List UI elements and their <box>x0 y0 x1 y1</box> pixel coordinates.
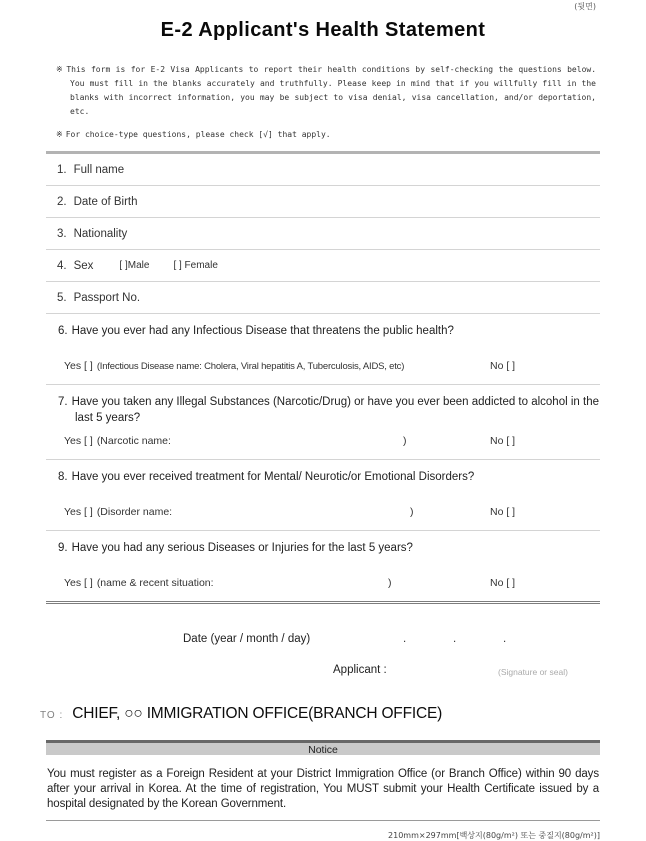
answer-detail: (Narcotic name: <box>96 435 171 447</box>
yes-row <box>64 506 172 518</box>
sex-options <box>119 260 217 271</box>
close-paren: ) <box>410 506 414 518</box>
notes-section <box>56 63 596 142</box>
question-text <box>46 323 600 339</box>
no-checkbox[interactable]: No [ ] <box>490 577 516 589</box>
addressee-row <box>40 705 600 723</box>
question-body: Have you ever had any Infectious Disease that threatens the public health? <box>71 325 454 337</box>
notice-body: You must register as a Foreign Resident at your District Immigration Office (or Branch Office) within 90 days after your arrival in Korea. At the time of registration, You MUST submit your Health Certificate issued by a hospital designated by the Korean Government. <box>47 768 599 810</box>
question-body: Have you had any serious Diseases or Injuries for the last 5 years? <box>71 542 413 554</box>
date-row <box>46 633 600 649</box>
note-text: For choice-type questions, please check [√] that apply. <box>65 130 331 139</box>
applicant-label: Applicant : <box>333 664 387 676</box>
answer-detail: (Infectious Disease name: Cholera, Viral hepatitis A, Tuberculosis, AIDS, etc) <box>96 361 405 372</box>
yes-checkbox[interactable]: Yes [ ] <box>64 435 93 447</box>
nationality-input[interactable] <box>127 218 600 249</box>
question-7-answer-row <box>46 435 600 449</box>
date-label: Date (year / month / day) <box>183 633 311 645</box>
close-paren: ) <box>388 577 392 589</box>
question-6-infectious-disease <box>46 314 600 385</box>
note-2 <box>56 128 596 142</box>
date-day-input[interactable] <box>461 631 499 649</box>
close-paren: ) <box>403 435 407 447</box>
field-row-passport-no <box>46 282 600 314</box>
addressee-office: CHIEF, ○○ IMMIGRATION OFFICE(BRANCH OFFICE) <box>72 705 443 722</box>
applicant-row <box>46 664 600 680</box>
page-title: E-2 Applicant's Health Statement <box>160 19 486 41</box>
field-number: 1. <box>57 163 67 176</box>
question-body: Have you taken any Illegal Substances (Narcotic/Drug) or have you ever been addicted to alcohol in the last 5 years? <box>71 396 599 424</box>
narcotic-name-input[interactable] <box>251 433 399 449</box>
question-9-serious-diseases <box>46 531 600 601</box>
signature-hint: (Signature or seal) <box>498 667 568 677</box>
corner-label: (뒷면) <box>574 2 596 11</box>
field-label: Nationality <box>73 227 128 240</box>
disorder-name-input[interactable] <box>246 504 406 520</box>
question-text <box>46 469 600 485</box>
field-number: 4. <box>57 259 67 272</box>
field-number: 5. <box>57 291 67 304</box>
note-1 <box>56 63 596 119</box>
yes-row <box>64 577 214 589</box>
full-name-input[interactable] <box>124 154 600 185</box>
applicant-signature-input[interactable] <box>404 662 492 680</box>
field-number: 2. <box>57 195 67 208</box>
no-checkbox[interactable]: No [ ] <box>490 360 516 372</box>
date-dot: . <box>503 633 507 645</box>
field-number: 3. <box>57 227 67 240</box>
question-7-illegal-substances <box>46 385 600 460</box>
yes-checkbox[interactable]: Yes [ ] <box>64 360 93 372</box>
to-label: TO : <box>40 710 64 721</box>
question-9-answer-row <box>46 577 600 591</box>
field-label: Full name <box>73 163 125 176</box>
sex-fill-area <box>218 250 600 281</box>
yes-checkbox[interactable]: Yes [ ] <box>64 506 93 518</box>
field-row-nationality <box>46 218 600 250</box>
passport-no-input[interactable] <box>140 282 600 313</box>
male-checkbox-option[interactable]: [ ]Male <box>119 260 150 271</box>
date-month-input[interactable] <box>411 631 449 649</box>
date-dot: . <box>403 633 407 645</box>
answer-detail: (name & recent situation: <box>96 577 214 589</box>
field-row-sex <box>46 250 600 282</box>
footer-separator <box>46 820 600 821</box>
female-checkbox-option[interactable]: [ ] Female <box>173 260 218 271</box>
reference-mark-icon: ※ <box>56 130 63 139</box>
yes-row <box>64 435 171 447</box>
question-number: 6. <box>58 325 68 337</box>
question-number: 7. <box>58 396 68 408</box>
field-row-full-name <box>46 154 600 186</box>
question-number: 9. <box>58 542 68 554</box>
section-end-separator <box>46 601 600 604</box>
field-label: Date of Birth <box>73 195 138 208</box>
question-text <box>46 540 600 556</box>
question-body: Have you ever received treatment for Mental/ Neurotic/or Emotional Disorders? <box>71 471 475 483</box>
disease-situation-input[interactable] <box>278 575 384 591</box>
paper-spec-label: 210mm×297mm[백상지(80g/m²) 또는 중질지(80g/m²)] <box>388 831 600 840</box>
field-label: Sex <box>73 259 94 272</box>
no-checkbox[interactable]: No [ ] <box>490 506 516 518</box>
field-label: Passport No. <box>73 291 141 304</box>
question-8-answer-row <box>46 506 600 520</box>
answer-detail: (Disorder name: <box>96 506 173 518</box>
date-year-input[interactable] <box>349 631 399 649</box>
yes-checkbox[interactable]: Yes [ ] <box>64 577 93 589</box>
question-6-answer-row <box>46 360 600 374</box>
field-row-date-of-birth <box>46 186 600 218</box>
date-dot: . <box>453 633 457 645</box>
question-8-mental-disorders <box>46 460 600 531</box>
reference-mark-icon: ※ <box>56 65 64 74</box>
yes-row <box>64 360 404 372</box>
notice-header-bar <box>46 740 600 755</box>
notice-header: Notice <box>308 744 338 756</box>
question-number: 8. <box>58 471 68 483</box>
question-text <box>46 394 600 426</box>
date-of-birth-input[interactable] <box>138 186 600 217</box>
note-text: This form is for E-2 Visa Applicants to report their health conditions by self-checking the questions below. You must fill in the blanks accurately and truthfully. Please keep in mind that if you willfully fill in the blanks with incorrect information, you may be subject to visa denial, visa cancellation, and/or deportation, etc. <box>66 65 597 116</box>
no-checkbox[interactable]: No [ ] <box>490 435 516 447</box>
